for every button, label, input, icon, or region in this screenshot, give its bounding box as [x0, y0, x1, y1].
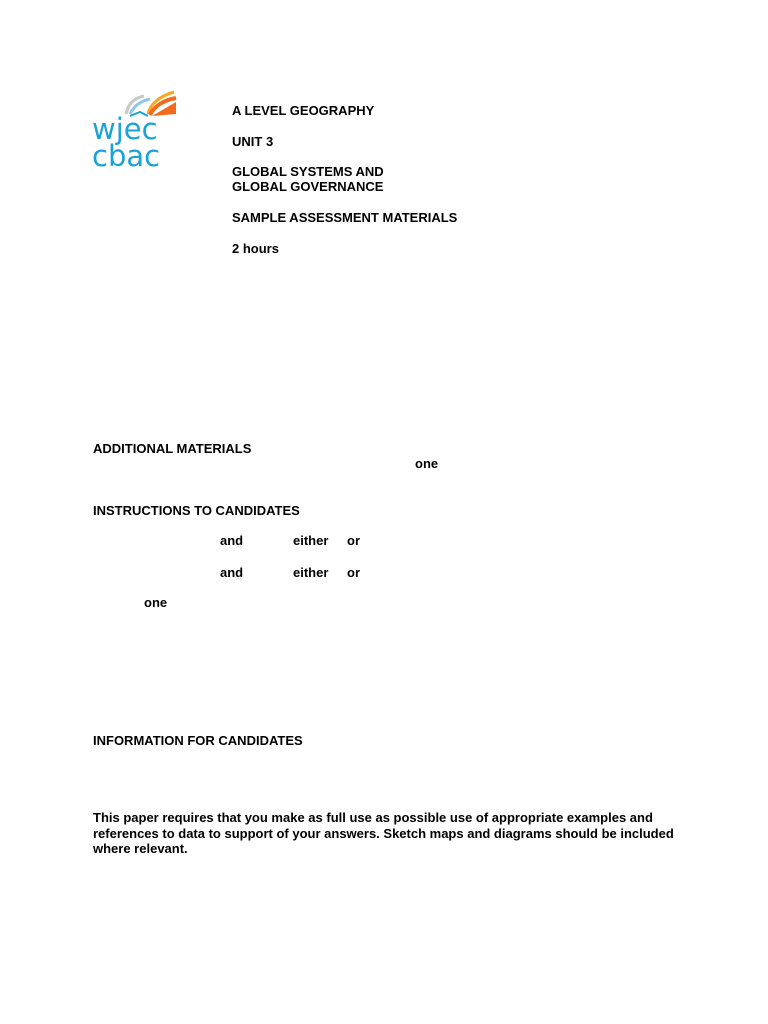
instruction-row2-and: and [220, 565, 244, 580]
wjec-cbac-logo [90, 86, 182, 172]
instructions-heading: INSTRUCTIONS TO CANDIDATES [93, 503, 300, 518]
instruction-row1-and: and [220, 533, 244, 548]
document-type: SAMPLE ASSESSMENT MATERIALS [232, 210, 458, 225]
instruction-row2-or: or [347, 565, 360, 580]
instruction-row3-one: one [144, 595, 168, 610]
exam-duration: 2 hours [232, 241, 279, 256]
paper-title-line2: GLOBAL GOVERNANCE [232, 179, 384, 194]
unit-label: UNIT 3 [232, 134, 274, 149]
paper-title-line1: GLOBAL SYSTEMS AND [232, 164, 384, 179]
additional-materials-one: one [415, 456, 439, 471]
logo-line1: wjec [92, 112, 158, 146]
instruction-row1-either: either [293, 533, 329, 548]
logo-line2: cbac [92, 139, 161, 172]
information-paragraph: This paper requires that you make as full use as possible use of appropriate examples and references to data to support of your answers. Sketch maps and diagrams should be included where relevant. [93, 810, 674, 856]
subject-title: A LEVEL GEOGRAPHY [232, 103, 375, 118]
information-heading: INFORMATION FOR CANDIDATES [93, 733, 303, 748]
book-icon [90, 86, 182, 172]
additional-materials-heading: ADDITIONAL MATERIALS [93, 441, 252, 456]
instruction-row2-either: either [293, 565, 329, 580]
instruction-row1-or: or [347, 533, 360, 548]
